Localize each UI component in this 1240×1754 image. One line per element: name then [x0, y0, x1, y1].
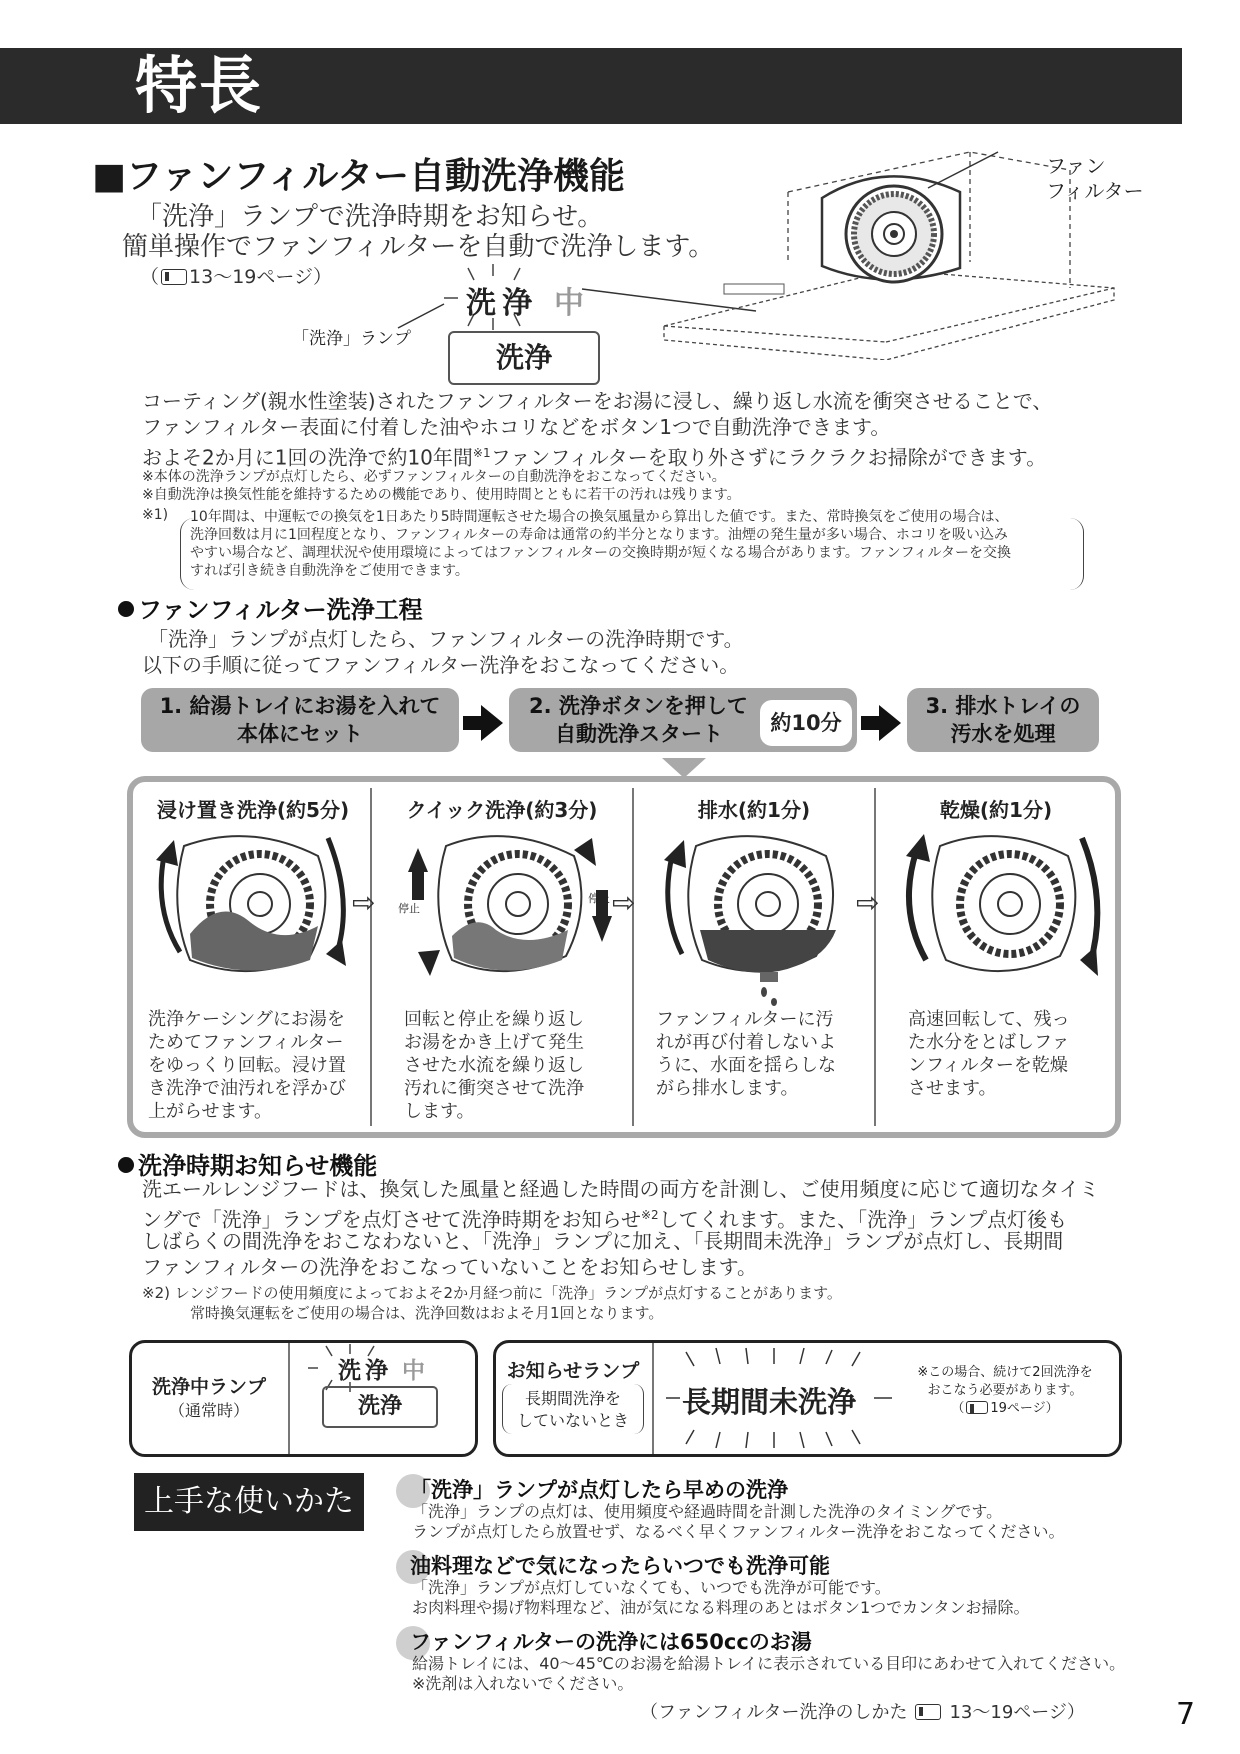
- phase-3-description: ファンフィルターに汚 れが再び付着しないよ うに、水面を揺らしな がら排水します。: [656, 1009, 836, 1099]
- time-badge: 約10分: [760, 700, 852, 746]
- wash-button-small[interactable]: 洗浄: [322, 1386, 438, 1428]
- process-heading: ファンフィルター洗浄工程: [118, 590, 423, 625]
- tip-1-line-1: 「洗浄」ランプの点灯は、使用頻度や経過時間を計測した洗浄のタイミングです。: [412, 1502, 1003, 1521]
- footnote-2-line-2: 常時換気運転をご使用の場合は、洗浄回数はおよそ月1回となります。: [190, 1304, 664, 1322]
- notice-lamp-remark: ※この場合、続けて2回洗浄を おこなう必要があります。 （ 19ページ）: [917, 1365, 1093, 1416]
- tips-title: 上手な使いかた: [134, 1473, 364, 1531]
- notice-lamp-title: お知らせランプ: [506, 1360, 640, 1382]
- tip-1-line-2: ランプが点灯したら放置せず、なるべく早くファンフィルター洗浄をおこなってください。: [412, 1522, 1065, 1541]
- step-arrow-1-stem: [463, 716, 483, 730]
- wash-lamp-text: 洗浄: [466, 286, 538, 321]
- footnote-1-mark: ※1): [142, 507, 169, 523]
- bullet-icon: [118, 1157, 134, 1173]
- notify-paragraph-3: しばらくの間洗浄をおこなわないと、「洗浄」ランプに加え、「長期間未洗浄」ランプが点灯し、長期間: [142, 1229, 1064, 1253]
- section-title: ■ファンフィルター自動洗浄機能: [92, 156, 625, 197]
- wash-lamp-leader: [396, 300, 446, 330]
- lead-line-1: 「洗浄」ランプで洗浄時期をお知らせ。: [136, 202, 604, 232]
- page-reference[interactable]: （ 13〜19ページ）: [140, 266, 332, 288]
- step-1: 1. 給湯トレイにお湯を入れて 本体にセット: [141, 688, 459, 752]
- phase-2-description: 回転と停止を繰り返し お湯をかき上げて発生 させた水流を繰り返し 汚れに衝突させて洗浄 します。: [404, 1009, 584, 1122]
- phase-3-title: 排水(約1分): [697, 798, 811, 822]
- step-arrow-1-icon: [481, 705, 503, 741]
- soak-wash-illustration: [150, 826, 350, 986]
- phase-2-title: クイック洗浄(約3分): [406, 798, 598, 822]
- lead-line-2: 簡単操作でファンフィルターを自動で洗浄します。: [122, 232, 715, 262]
- phase-divider-3: [874, 788, 876, 1126]
- tip-3-heading: ファンフィルターの洗浄には650ccのお湯: [410, 1630, 812, 1654]
- phase-divider-2: [632, 788, 634, 1126]
- tip-2-line-1: 「洗浄」ランプが点灯していなくても、いつでも洗浄が可能です。: [412, 1578, 891, 1597]
- process-intro-1: 「洗浄」ランプが点灯したら、ファンフィルターの洗浄時期です。: [148, 627, 744, 651]
- notice-lamp-sub-2: していないとき: [516, 1411, 629, 1430]
- step-2: 2. 洗浄ボタンを押して 自動洗浄スタート: [509, 688, 857, 752]
- quick-wash-illustration: [396, 826, 616, 986]
- footnote-2-line-1: ※2) レンジフードの使用頻度によっておよそ2か月経つ前に「洗浄」ランプが点灯することがあります。: [142, 1284, 842, 1302]
- drain-illustration: [656, 826, 866, 1006]
- body-paragraph-1: コーティング(親水性塗装)されたファンフィルターをお湯に浸し、繰り返し水流を衝突させることで、: [142, 389, 1053, 413]
- note-a: ※本体の洗浄ランプが点灯したら、必ずファンフィルターの自動洗浄をおこなってください。: [142, 469, 726, 485]
- step-arrow-2-stem: [861, 716, 881, 730]
- wash-lamp-title: 洗浄中ランプ: [151, 1376, 266, 1398]
- wash-lamp-indicator: 洗浄: [338, 1358, 392, 1384]
- notify-paragraph-1: 洗エールレンジフードは、換気した風量と経過した時間の両方を計測し、ご使用頻度に応じて適切なタイミ: [142, 1177, 1100, 1201]
- wash-lamp-label: 「洗浄」ランプ: [292, 329, 411, 349]
- footnote-1-line-2: 洗浄回数は月に1回程度となり、ファンフィルターの寿命は通常の約半分となります。油煙の発生量が多い場合、ホコリを吸い込み: [190, 527, 1008, 543]
- long-unwashed-lamp: 長期間未洗浄: [682, 1385, 857, 1419]
- reference-icon: [161, 269, 187, 285]
- phase-1-title: 浸け置き洗浄(約5分): [156, 798, 350, 822]
- notice-lamp-sub-1: 長期間洗浄を: [524, 1389, 621, 1408]
- phase-arrow-2-icon: ⇨: [612, 886, 636, 919]
- footnote-1-line-1: 10年間は、中運転での換気を1日あたり5時間運転させた場合の換気風量から算出した値です。また、常時換気をご使用の場合は、: [190, 509, 1009, 525]
- page-title: 特長: [135, 49, 264, 122]
- phase-4-description: 高速回転して、残っ た水分をとばしファ ンフィルターを乾燥 させます。: [908, 1009, 1070, 1099]
- notify-heading: 洗浄時期お知らせ機能: [118, 1146, 377, 1181]
- phase-4-title: 乾燥(約1分): [939, 798, 1053, 822]
- lamp-panel-divider-right: [652, 1343, 654, 1454]
- tip-3-line-2: ※洗剤は入れないでください。: [412, 1674, 634, 1693]
- footer-page-reference[interactable]: （ファンフィルター洗浄のしかた 13〜19ページ）: [640, 1702, 1085, 1723]
- wash-in-progress-lamp: 中: [554, 286, 584, 321]
- fan-filter-label-2: フィルター: [1046, 179, 1144, 203]
- step-3: 3. 排水トレイの 汚水を処理: [907, 688, 1099, 752]
- tip-3-line-1: 給湯トレイには、40〜45℃のお湯を給湯トレイに表示されている目印にあわせて入れてください。: [412, 1654, 1126, 1673]
- footnote-1-line-4: すれば引き続き自動洗浄をご使用できます。: [190, 563, 469, 579]
- phase-divider-1: [370, 788, 372, 1126]
- tip-1-heading: 「洗浄」ランプが点灯したら早めの洗浄: [410, 1478, 788, 1502]
- phase-arrow-1-icon: ⇨: [352, 886, 376, 919]
- stop-label-left: 停止: [398, 902, 420, 915]
- bullet-icon: [118, 601, 134, 617]
- dry-illustration: [894, 826, 1108, 996]
- process-intro-2: 以下の手順に従ってファンフィルター洗浄をおこなってください。: [142, 653, 740, 677]
- notify-paragraph-4: ファンフィルターの洗浄をおこなっていないことをお知らせします。: [142, 1255, 757, 1279]
- phase-arrow-3-icon: ⇨: [856, 886, 880, 919]
- wash-lamp-subtitle: （通常時）: [168, 1401, 249, 1420]
- body-paragraph-2: ファンフィルター表面に付着した油やホコリなどをボタン1つで自動洗浄できます。: [142, 415, 891, 439]
- page-number: 7: [1176, 1697, 1196, 1732]
- wash-button[interactable]: 洗浄: [448, 331, 600, 385]
- footnote-1-line-3: やすい場合など、調理状況や使用環境によってはファンフィルターの交換時期が短くなる場合があります。ファンフィルターを交換: [190, 545, 1011, 561]
- notify-paragraph-2: ングで「洗浄」ランプを点灯させて洗浄時期をお知らせ$^{※2}$してくれます。また、「洗浄」ランプ点灯後も: [142, 1207, 1068, 1232]
- note-b: ※自動洗浄は換気性能を維持するための機能であり、使用時間とともに若干の汚れは残ります。: [142, 487, 741, 503]
- body-paragraph-3: およそ2か月に1回の洗浄で約10年間$^{※1}$ファンフィルターを取り外さずにラクラクお掃除ができます。: [142, 445, 1047, 470]
- lamp-panel-divider-left: [288, 1343, 290, 1454]
- stop-label-right: 停止: [588, 892, 610, 905]
- reference-icon: [966, 1401, 988, 1414]
- reference-icon: [915, 1704, 941, 1720]
- fan-filter-label-1: ファン: [1046, 154, 1106, 178]
- tip-2-line-2: お肉料理や揚げ物料理など、油が気になる料理のあとはボタン1つでカンタンお掃除。: [412, 1598, 1030, 1617]
- step-arrow-2-icon: [879, 705, 901, 741]
- phase-1-description: 洗浄ケーシングにお湯を ためてファンフィルター をゆっくり回転。浸け置 き洗浄で油汚れを浮かび 上がらせます。: [148, 1009, 346, 1122]
- panel-pointer: [662, 758, 706, 778]
- wash-in-progress-indicator: 中: [402, 1358, 425, 1384]
- tip-2-heading: 油料理などで気になったらいつでも洗浄可能: [410, 1554, 830, 1578]
